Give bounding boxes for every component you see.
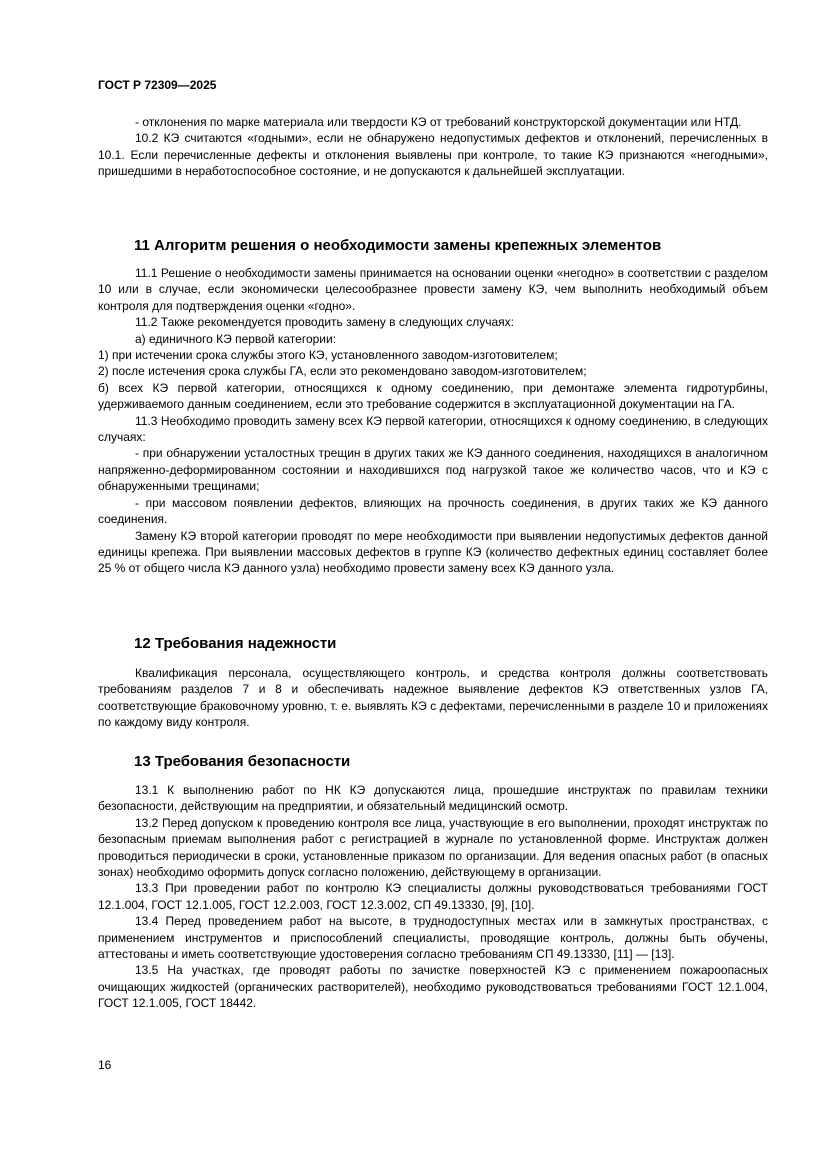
- list-item-b: б) всех КЭ первой категории, относящихся к одному соединению, при демонтаже элемента гидротурбины, удерживаемого данным соединением, если это требование содержится в эксплуатационной документации на ГА.: [98, 380, 768, 412]
- paragraph-13-2: 13.2 Перед допуском к проведению контроля все лица, участвующие в его выполнении, проходят инструктаж по безопасным приемам выполнения работ с регистрацией в журнале по установленной форме. Инструктаж должен проводиться периодически в сроки, установленные приказом по организации. Для ведения опасных работ (в опасных зонах) необходимо оформить допуск согласно положению, действующему в организации.: [98, 815, 768, 880]
- list-item-dash: - при массовом появлении дефектов, влияющих на прочность соединения, в других таких же КЭ данного соединения.: [98, 495, 768, 527]
- section-11-heading: 11 Алгоритм решения о необходимости замены крепежных элементов: [134, 237, 662, 254]
- section-13-body: [98, 782, 768, 1012]
- paragraph-12: Квалификация персонала, осуществляющего контроль, и средства контроля должны соответствовать требованиям разделов 7 и 8 и обеспечивать надежное выявление дефектов КЭ ответственных узлов ГА, соответствующие браковочному уровню, т. е. выявлять КЭ с дефектами, перечисленными в разделе 10 и приложениях по каждому виду контроля.: [98, 666, 768, 730]
- document-id-header: ГОСТ Р 72309—2025: [98, 78, 217, 92]
- section-11-body: [98, 265, 768, 577]
- section-12-body: [98, 665, 768, 731]
- list-item-2: 2) после истечения срока службы ГА, если это рекомендовано заводом-изготовителем;: [98, 364, 587, 379]
- paragraph: - отклонения по марке материала или твердости КЭ от требований конструкторской документации или НТД.: [135, 115, 742, 129]
- list-item-a: а) единичного КЭ первой категории:: [135, 331, 337, 346]
- paragraph-13-5: 13.5 На участках, где проводят работы по зачистке поверхностей КЭ с применением пожароопасных очищающих жидкостей (органических растворителей), необходимо руководствоваться требованиями ГОСТ 12.1.004, ГОСТ 12.1.005, ГОСТ 18442.: [98, 963, 768, 1011]
- paragraph-second-category: Замену КЭ второй категории проводят по мере необходимости при выявлении недопустимых дефектов данной единицы крепежа. При выявлении массовых дефектов в группе КЭ (количество дефектных единиц составляет более 25 % от общего числа КЭ данного узла) необходимо провести замену всех КЭ данного узла.: [98, 528, 768, 576]
- paragraph-13-3: 13.3 При проведении работ по контролю КЭ специалисты должны руководствоваться требованиями ГОСТ 12.1.004, ГОСТ 12.1.005, ГОСТ 12.2.003, ГОСТ 12.3.002, СП 49.13330, [9], [10].: [98, 881, 768, 912]
- paragraph-11-1: 11.1 Решение о необходимости замены принимается на основании оценки «негодно» в соответствии с разделом 10 или в случае, если экономически целесообразнее провести замену КЭ, чем выполнить необходимый объем контроля для подтверждения оценки «годно».: [98, 266, 768, 313]
- paragraph-13-1: 13.1 К выполнению работ по НК КЭ допускаются лица, прошедшие инструктаж по правилам техники безопасности, действующим на предприятии, и обязательный медицинский осмотр.: [98, 783, 768, 814]
- paragraph-13-4: 13.4 Перед проведением работ на высоте, в труднодоступных местах или в замкнутых пространствах, с применением инструментов и приспособлений специалисты, проводящие контроль, должны быть обучены, аттестованы и иметь соответствующие удостоверения согласно требованиям СП 49.13330, [11] — [13].: [98, 914, 768, 962]
- list-item-dash: - при обнаружении усталостных трещин в других таких же КЭ данного соединения, находящихся в аналогичном напряженно-деформированном состоянии и находившихся под нагрузкой такое же количество часов, что и КЭ с обнаруженными трещинами;: [98, 446, 768, 494]
- paragraph-11-2: 11.2 Также рекомендуется проводить замену в следующих случаях:: [135, 315, 514, 330]
- section-13-heading: 13 Требования безопасности: [134, 753, 351, 770]
- section-10-continuation: [98, 114, 768, 180]
- paragraph-10-2: 10.2 КЭ считаются «годными», если не обнаружено недопустимых дефектов и отклонений, перечисленных в 10.1. Если перечисленные дефекты и отклонения выявлены при контроле, то такие КЭ признаются «негодными», пришедшими в неработоспособное состояние, и не допускаются к дальнейшей эксплуатации.: [98, 131, 768, 179]
- page-number: 16: [98, 1058, 112, 1072]
- paragraph-11-3: 11.3 Необходимо проводить замену всех КЭ первой категории, относящихся к одному соединению, в следующих случаях:: [98, 413, 768, 445]
- list-item-1: 1) при истечении срока службы этого КЭ, установленного заводом-изготовителем;: [98, 348, 558, 363]
- section-12-heading: 12 Требования надежности: [134, 635, 337, 652]
